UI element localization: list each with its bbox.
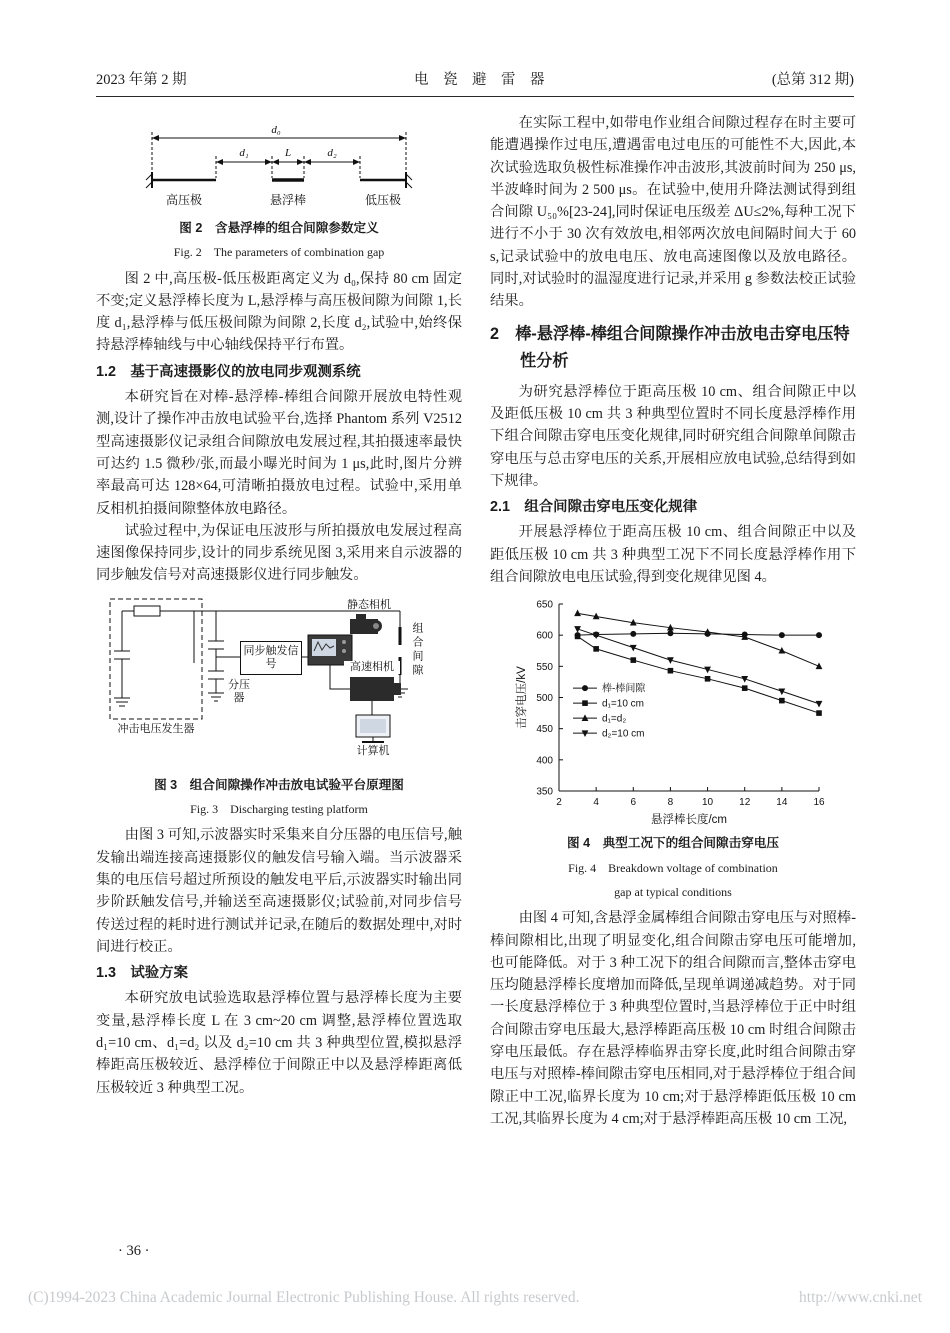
combination-gap-diagram [104, 118, 454, 214]
impulse-generator-label: 冲击电压发生器 [117, 722, 195, 735]
svg-text:12: 12 [739, 797, 751, 809]
sync-signal-box: 同步触发信号 [240, 641, 302, 675]
dim-L: L [284, 147, 292, 159]
high-electrode-label: 高压极 [165, 193, 203, 207]
journal-title: 电 瓷 避 雷 器 [413, 72, 545, 88]
combination-gap-label: 组合间隙 [411, 621, 423, 678]
copyright-footer [28, 1289, 922, 1307]
static-camera-label: 静态相机 [347, 598, 391, 611]
header-divider [96, 96, 854, 97]
voltage-divider-label: 分压器 [228, 678, 250, 704]
cnki-url: http://www.cnki.net [799, 1289, 922, 1306]
dim-d0: d₀ [271, 124, 281, 136]
svg-text:d₂=10 cm: d₂=10 cm [602, 728, 645, 740]
svg-text:击穿电压/kV: 击穿电压/kV [516, 666, 528, 730]
floating-rod-label: 悬浮棒 [269, 193, 307, 207]
low-electrode-label: 低压极 [364, 193, 402, 207]
issue-number-right: (总第 312 期) [771, 72, 854, 88]
paragraph-purpose: 为研究悬浮棒位于距高压极 10 cm、组合间隙正中以及距低压极 10 cm 共 3 种典型位置时不同长度悬浮棒作用下组合间隙击穿电压变化规律,同时研究组合间隙单间隙击穿电压与总击穿电压的关系,开展相应放电试验,总结得到如下规律。 [490, 383, 856, 489]
testing-platform-schematic [104, 593, 454, 771]
fig4-caption-en-line1: Fig. 4 Breakdown voltage of combination [568, 860, 778, 875]
svg-text:6: 6 [630, 797, 637, 809]
dim-d2: d₂ [327, 147, 337, 159]
svg-text:悬浮棒长度/cm: 悬浮棒长度/cm [650, 814, 728, 827]
copyright-text: (C)1994-2023 China Academic Journal Electronic Publishing House. All rights reserved. [28, 1289, 580, 1306]
svg-text:16: 16 [813, 797, 825, 809]
paragraph-carryout: 开展悬浮棒位于距高压极 10 cm、组合间隙正中以及距低压极 10 cm 共 3 种典型工况下不同长度悬浮棒作用下组合间隙放电电压试验,得到变化规律见图 4。 [490, 524, 856, 586]
paragraph-fig2-description: 图 2 中,高压极-低压极距离定义为 d₀,保持 80 cm 固定不变;定义悬浮棒长度为 L,悬浮棒与高压极间隙为间隙 1,长度 d₁,悬浮棒与低压极间隙为间隙 2,长度 d₂,试验中,始终保持悬浮棒轴线与中心轴线保持平行布置。 [96, 270, 462, 354]
testing-platform-diagram [104, 593, 454, 771]
svg-text:棒-棒间隙: 棒-棒间隙 [602, 683, 646, 695]
left-column [96, 112, 462, 1099]
svg-text:450: 450 [536, 724, 553, 736]
svg-text:14: 14 [776, 797, 788, 809]
svg-text:500: 500 [536, 693, 553, 705]
svg-text:400: 400 [536, 755, 553, 767]
section-heading-1-2: 1.2 基于高速摄影仪的放电同步观测系统 [96, 363, 361, 380]
svg-text:650: 650 [536, 599, 553, 611]
page-header [96, 68, 854, 89]
section-heading-1-3: 1.3 试验方案 [96, 965, 188, 982]
fig2-caption-cn: 图 2 含悬浮棒的组合间隙参数定义 [179, 221, 379, 235]
breakdown-voltage-chart [513, 594, 833, 829]
svg-text:4: 4 [593, 797, 599, 809]
paragraph-fig3-description: 由图 3 可知,示波器实时采集来自分压器的电压信号,触发输出端连接高速摄影仪的触发信号输入端。当示波器采集的电压信号超过所预设的触发电平后,示波器实时输出同步阶跃触发信号,并输送至高速摄影仪;试验前,对同步信号传送过程的耗时进行测试并记录,在随后的数据处理中,对时间进行校正。 [96, 827, 462, 955]
svg-text:8: 8 [667, 797, 674, 809]
svg-text:d₁=10 cm: d₁=10 cm [602, 698, 645, 710]
fig3-caption-en: Fig. 3 Discharging testing platform [190, 802, 368, 817]
computer-label: 计算机 [356, 744, 390, 757]
paragraph-sync-system: 试验过程中,为保证电压波形与所拍摄放电发展过程高速图像保持同步,设计的同步系统见图 3,采用来自示波器的同步触发信号对高速摄影仪进行同步触发。 [96, 522, 462, 584]
svg-text:2: 2 [556, 797, 562, 809]
paragraph-test-plan: 本研究放电试验选取悬浮棒位置与悬浮棒长度为主要变量,悬浮棒长度 L 在 3 cm~20 cm 调整,悬浮棒位置选取 d₁=10 cm、d₁=d₂ 以及 d₂=10 cm 共 3 种典型位置,模拟悬浮棒距高压极较近、悬浮棒位于间隙正中以及悬浮棒距离低压极较近 3 种典型工况。 [96, 990, 462, 1096]
right-column [490, 112, 856, 1130]
paragraph-fig4-analysis: 由图 4 可知,含悬浮金属棒组合间隙击穿电压与对照棒-棒间隙相比,出现了明显变化,组合间隙击穿电压可能增加,也可能降低。对于 3 种工况下的组合间隙而言,整体击穿电压均随悬浮棒长度增加而降低,呈现单调递减趋势。对于同一长度悬浮棒位于 3 种典型位置时,当悬浮棒位于正中时组合间隙击穿电压最大,悬浮棒距高压极 10 cm 时组合间隙击穿电压最低。存在悬浮棒临界击穿长度,此时组合间隙击穿电压与对照棒-棒间隙击穿电压相同,对于悬浮棒位于组合间隙正中工况,临界长度为 10 cm;对于悬浮棒距低压极 10 cm 工况,其临界长度为 4 cm;对于悬浮棒距高压极 10 cm 工况, [490, 910, 856, 1127]
fig4-caption-cn: 图 4 典型工况下的组合间隙击穿电压 [566, 836, 779, 851]
fig3-caption-cn: 图 3 组合间隙操作冲击放电试验平台原理图 [154, 777, 404, 792]
highspeed-camera-label: 高速相机 [344, 661, 400, 674]
page-number: · 36 · [118, 1243, 150, 1259]
figure-2 [96, 118, 462, 264]
paragraph-highspeed-camera: 本研究旨在对棒-悬浮棒-棒组合间隙开展放电特性观测,设计了操作冲击放电试验平台,选择 Phantom 系列 V2512 型高速摄影仪记录组合间隙放电发展过程,其拍摄速率最快可达约 1.5 微秒/张,而最小曝光时间为 1 μs,此时,图片分辨率最高可达 128×64,可清晰拍摄放电过程。试验中,采用单反相机拍摄间隙整体放电路径。 [96, 389, 462, 517]
svg-text:350: 350 [536, 786, 553, 798]
svg-text:d₁=d₂: d₁=d₂ [602, 713, 627, 725]
issue-number-left: 2023 年第 2 期 [96, 72, 187, 88]
figure-4 [490, 594, 856, 903]
fig2-caption-en: Fig. 2 The parameters of combination gap [173, 245, 385, 260]
svg-text:10: 10 [702, 797, 714, 809]
section-heading-2-1: 2.1 组合间隙击穿电压变化规律 [490, 499, 698, 516]
paragraph-engineering: 在实际工程中,如带电作业组合间隙过程存在时主要可能遭遇操作过电压,遭遇雷电过电压的可能性不大,因此,本次试验选取负极性标准操作冲击波形,其波前时间为 250 μs,半波峰时间为 2 500 μs。在试验中,使用升降法测试得到组合间隙 U₅₀%[23-24],同时保证电压级差 ΔU≤2%,每种工况下进行不小于 30 次有效放电,相邻两次放电间隔时间大于 60 s,记录试验中的放电电压、放电高速图像以及放电路径。同时,对试验时的温湿度进行记录,并采用 g 参数法校正试验结果。 [490, 115, 856, 310]
figure-3 [96, 593, 462, 821]
svg-text:550: 550 [536, 662, 553, 674]
section-heading-2: 2 棒-悬浮棒-棒组合间隙操作冲击放电击穿电压特性分析 [490, 324, 850, 370]
fig4-caption-en-line2: gap at typical conditions [614, 884, 732, 899]
dim-d1: d₁ [239, 147, 249, 159]
svg-text:600: 600 [536, 631, 553, 643]
